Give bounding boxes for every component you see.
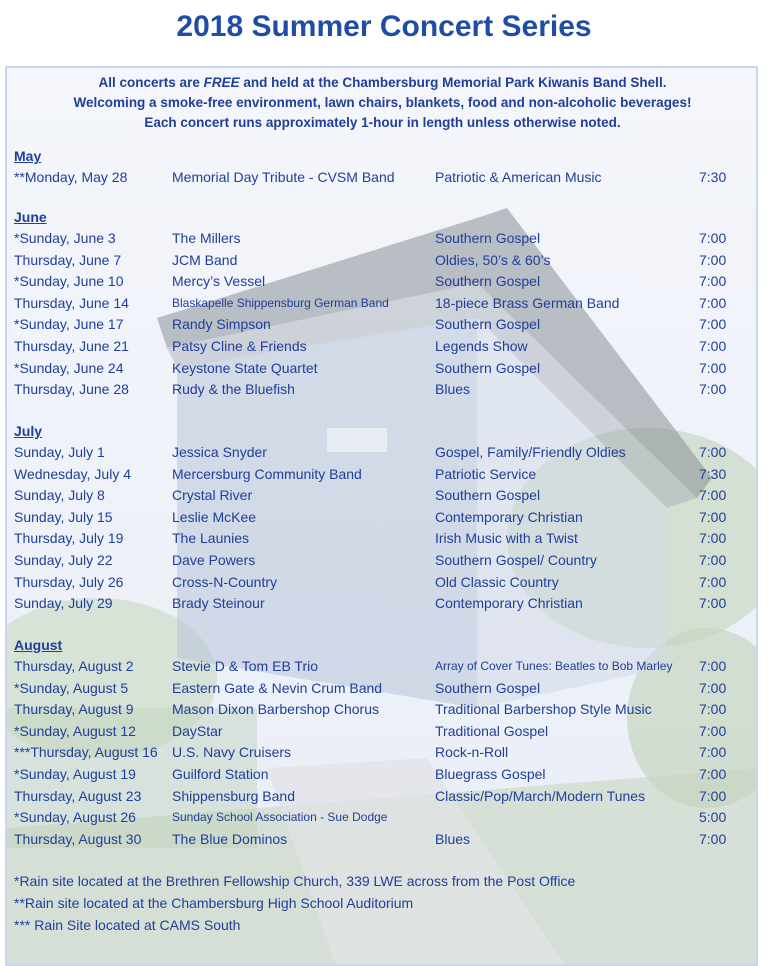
concert-performer: Sunday School Association - Sue Dodge — [172, 810, 388, 825]
concert-genre: Traditional Gospel — [435, 722, 549, 739]
concert-performer: Memorial Day Tribute - CVSM Band — [172, 169, 395, 185]
concert-date: Sunday, July 29 — [14, 595, 113, 612]
concert-date: Sunday, July 1 — [14, 444, 105, 460]
concert-row — [14, 379, 754, 399]
concert-row — [14, 699, 754, 719]
concert-genre: Classic/Pop/March/Modern Tunes — [435, 787, 646, 804]
concert-performer: Shippensburg Band — [172, 787, 295, 804]
concert-time: 5:00 — [699, 809, 727, 826]
concert-performer: Brady Steinour — [172, 595, 265, 612]
concert-time: 7:00 — [699, 766, 727, 782]
concert-date: *Sunday, June 3 — [14, 230, 116, 246]
concert-time: 7:00 — [699, 722, 727, 739]
concert-row — [14, 593, 754, 613]
concert-date: Thursday, August 9 — [14, 701, 134, 718]
concert-date: Thursday, August 2 — [14, 658, 134, 674]
concert-performer: The Blue Dominos — [172, 830, 288, 847]
concert-time: 7:00 — [699, 487, 727, 504]
concert-date: Wednesday, July 4 — [14, 465, 131, 482]
intro-line-3: Each concert runs approximately 1-hour in length unless otherwise noted. — [144, 115, 621, 130]
concert-row — [14, 528, 754, 548]
concert-row — [14, 228, 754, 248]
concert-time: 7:00 — [699, 316, 727, 333]
concert-time: 7:00 — [699, 830, 727, 847]
concert-genre: Blues — [435, 381, 471, 398]
concert-date: Thursday, June 21 — [14, 338, 129, 354]
concert-performer: DayStar — [172, 722, 223, 739]
concert-performer: Eastern Gate & Nevin Crum Band — [172, 679, 383, 696]
concert-time: 7:00 — [699, 552, 727, 568]
concert-date: *Sunday, August 12 — [14, 722, 136, 739]
concert-date: *Sunday, June 10 — [14, 273, 124, 290]
concert-performer: U.S. Navy Cruisers — [172, 744, 292, 761]
concert-performer: Guilford Station — [172, 766, 269, 782]
concert-performer: Mason Dixon Barbershop Chorus — [172, 701, 379, 718]
concert-date: Thursday, June 7 — [14, 251, 122, 268]
concert-genre: Array of Cover Tunes: Beatles to Bob Marley — [435, 659, 673, 673]
concert-genre: Southern Gospel — [435, 316, 541, 333]
intro-text — [7, 73, 758, 133]
concert-row — [14, 464, 754, 484]
concert-time: 7:00 — [699, 595, 727, 612]
concert-time: 7:00 — [699, 508, 727, 525]
concert-genre: Southern Gospel/ Country — [435, 552, 597, 568]
concert-genre: Blues — [435, 830, 471, 847]
concert-date: *Sunday, June 17 — [14, 316, 124, 333]
concert-row — [14, 807, 754, 827]
concert-genre: Southern Gospel — [435, 273, 541, 290]
concert-performer: Crystal River — [172, 487, 253, 504]
concert-row — [14, 336, 754, 356]
concert-genre: Bluegrass Gospel — [435, 766, 546, 782]
concert-genre: 18-piece Brass German Band — [435, 294, 620, 311]
concert-genre: Irish Music with a Twist — [435, 530, 578, 547]
intro-line-2: Welcoming a smoke-free environment, lawn chairs, blankets, food and non-alcoholic beverages! — [73, 95, 692, 110]
concert-time: 7:30 — [699, 169, 727, 185]
concert-date: *Sunday, August 5 — [14, 679, 129, 696]
concert-performer: Blaskapelle Shippensburg German Band — [172, 295, 389, 310]
concert-performer: Jessica Snyder — [172, 444, 267, 460]
concert-time: 7:00 — [699, 530, 727, 547]
concert-genre: Gospel, Family/Friendly Oldies — [435, 444, 626, 460]
concert-row — [14, 314, 754, 334]
concert-row — [14, 507, 754, 527]
concert-performer: Mercersburg Community Band — [172, 465, 362, 482]
concert-row — [14, 271, 754, 291]
concert-time: 7:00 — [699, 273, 727, 290]
concert-time: 7:00 — [699, 679, 727, 696]
concert-date: ***Thursday, August 16 — [14, 744, 158, 761]
concert-performer: Patsy Cline & Friends — [172, 338, 307, 354]
concert-performer: Rudy & the Bluefish — [172, 381, 295, 398]
concert-row — [14, 167, 754, 187]
concert-row — [14, 786, 754, 806]
intro-line-1: All concerts are FREE and held at the Chambersburg Memorial Park Kiwanis Band Shell. — [98, 75, 667, 90]
concert-time: 7:30 — [699, 465, 727, 482]
concert-date: Thursday, July 26 — [14, 573, 124, 590]
concert-genre: Contemporary Christian — [435, 508, 583, 525]
concert-genre: Rock-n-Roll — [435, 744, 509, 761]
concert-performer: Leslie McKee — [172, 508, 257, 525]
concert-row — [14, 721, 754, 741]
schedule-frame — [5, 66, 758, 966]
footnote: *** Rain Site located at CAMS South — [14, 917, 241, 933]
concert-time: 7:00 — [699, 251, 727, 268]
concert-row — [14, 485, 754, 505]
month-heading-june: June — [14, 209, 47, 225]
concert-time: 7:00 — [699, 658, 727, 674]
concert-performer: Randy Simpson — [172, 316, 271, 333]
concert-time: 7:00 — [699, 381, 727, 398]
concert-genre: Southern Gospel — [435, 679, 541, 696]
concert-time: 7:00 — [699, 787, 727, 804]
concert-genre: Patriotic & American Music — [435, 169, 602, 185]
concert-date: Thursday, July 19 — [14, 530, 124, 547]
concert-row — [14, 742, 754, 762]
concert-genre: Oldies, 50’s & 60’s — [435, 251, 551, 268]
concert-time: 7:00 — [699, 230, 727, 246]
month-heading-august: August — [14, 637, 63, 653]
concert-date: Thursday, June 14 — [14, 294, 129, 311]
concert-performer: The Millers — [172, 230, 241, 246]
concert-row — [14, 829, 754, 849]
concert-row — [14, 550, 754, 570]
concert-row — [14, 250, 754, 270]
concert-row — [14, 656, 754, 676]
concert-date: Sunday, July 8 — [14, 487, 105, 504]
concert-row — [14, 293, 754, 313]
concert-genre: Traditional Barbershop Style Music — [435, 701, 652, 718]
concert-row — [14, 358, 754, 378]
concert-time: 7:00 — [699, 444, 727, 460]
concert-date: Thursday, August 23 — [14, 787, 142, 804]
concert-genre: Contemporary Christian — [435, 595, 583, 612]
concert-date: Sunday, July 22 — [14, 552, 113, 568]
concert-date: Thursday, August 30 — [14, 830, 142, 847]
concert-performer: Mercy’s Vessel — [172, 273, 266, 290]
concert-time: 7:00 — [699, 359, 727, 376]
concert-row — [14, 572, 754, 592]
concert-row — [14, 764, 754, 784]
footnote: *Rain site located at the Brethren Fellowship Church, 339 LWE across from the Post Office — [14, 873, 576, 889]
concert-genre: Legends Show — [435, 338, 528, 354]
concert-time: 7:00 — [699, 573, 727, 590]
month-heading-may: May — [14, 148, 42, 164]
concert-row — [14, 442, 754, 462]
concert-genre: Old Classic Country — [435, 573, 559, 590]
concert-time: 7:00 — [699, 338, 727, 354]
concert-performer: Cross-N-Country — [172, 573, 278, 590]
concert-date: Sunday, July 15 — [14, 508, 113, 525]
concert-time: 7:00 — [699, 701, 727, 718]
concert-genre: Southern Gospel — [435, 487, 541, 504]
concert-performer: Keystone State Quartet — [172, 359, 318, 376]
concert-performer: The Launies — [172, 530, 250, 547]
page-title: 2018 Summer Concert Series — [176, 10, 592, 43]
concert-date: *Sunday, August 26 — [14, 809, 136, 826]
concert-time: 7:00 — [699, 744, 727, 761]
concert-performer: JCM Band — [172, 251, 238, 268]
concert-date: *Sunday, August 19 — [14, 766, 136, 782]
concert-date: **Monday, May 28 — [14, 169, 128, 185]
concert-genre: Patriotic Service — [435, 465, 537, 482]
free-emphasis: FREE — [203, 75, 240, 90]
footnote: **Rain site located at the Chambersburg High School Auditorium — [14, 895, 414, 911]
concert-genre: Southern Gospel — [435, 359, 541, 376]
concert-date: Thursday, June 28 — [14, 381, 129, 398]
concert-genre: Southern Gospel — [435, 230, 541, 246]
concert-performer: Stevie D & Tom EB Trio — [172, 658, 319, 674]
concert-time: 7:00 — [699, 294, 727, 311]
concert-date: *Sunday, June 24 — [14, 359, 124, 376]
concert-row — [14, 678, 754, 698]
month-heading-july: July — [14, 423, 43, 439]
concert-performer: Dave Powers — [172, 552, 256, 568]
